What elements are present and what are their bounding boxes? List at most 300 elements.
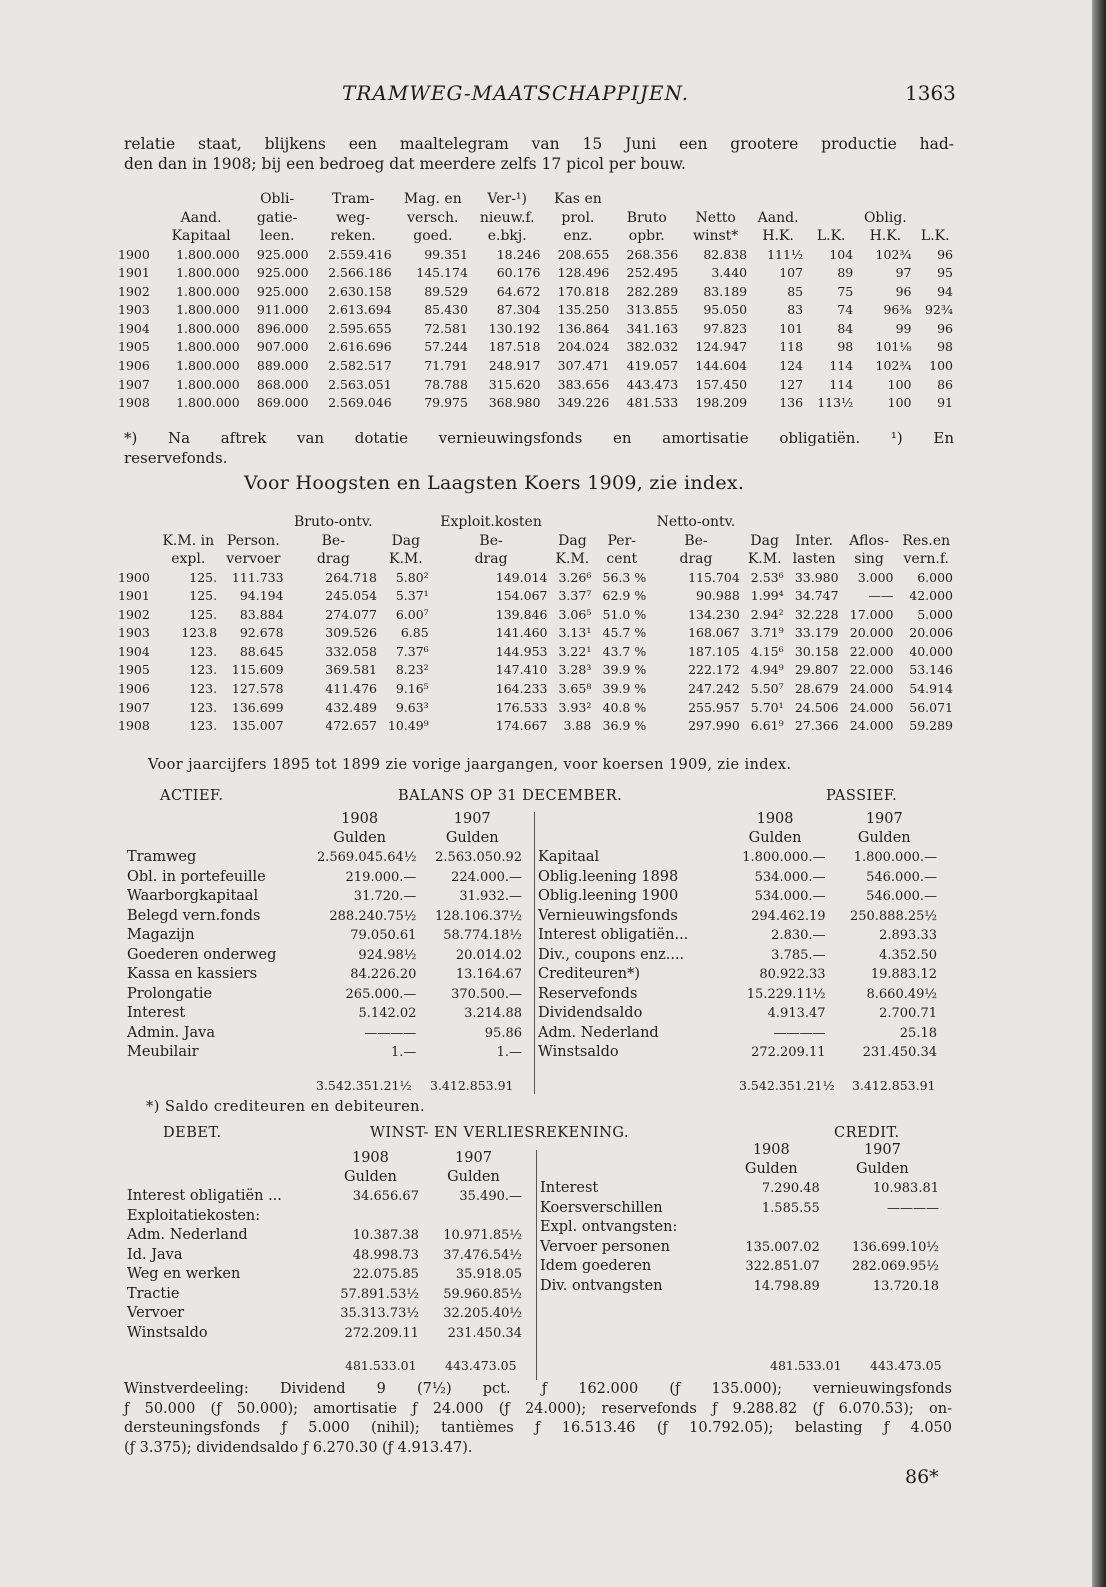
actief-table [127, 810, 525, 1063]
data-cell: 124 [779, 358, 804, 374]
data-cell: 94 [937, 283, 953, 299]
header-cell [915, 190, 957, 209]
data-cell: 90.988 [696, 588, 740, 604]
header-cell: Oblig. [863, 209, 907, 226]
year-cell: 1902 [118, 606, 150, 622]
data-cell: 111½ [767, 246, 804, 262]
data-cell: 54.914 [909, 681, 953, 697]
account-label: Obl. in portefeuille [127, 868, 266, 885]
header-cell: K.M. [747, 551, 782, 567]
data-cell: 96 [937, 320, 953, 336]
amount-1908: 1.800.000.— [742, 850, 826, 865]
account-label: Tractie [127, 1285, 180, 1302]
amount-1907: 2.893.33 [879, 928, 937, 943]
data-cell: 3.71⁹ [750, 625, 784, 641]
header-cell: lasten [792, 551, 836, 567]
data-cell: 419.057 [626, 358, 679, 374]
data-cell: 32.228 [794, 606, 839, 622]
amount-1907: 58.774.18½ [443, 928, 522, 943]
account-label: Exploitatiekosten: [127, 1207, 261, 1224]
account-row [127, 1226, 525, 1246]
account-row [540, 1277, 942, 1297]
account-row [127, 1024, 525, 1044]
header-cell: Netto-ontv. [656, 514, 736, 530]
data-cell: 115.704 [688, 569, 740, 585]
data-cell: 57.244 [424, 339, 468, 355]
header-cell: Tram- [331, 191, 375, 207]
account-row [538, 926, 940, 946]
amount-1908: ———— [773, 1025, 826, 1041]
data-cell: 3.93² [558, 699, 592, 715]
data-cell: 7.37⁶ [395, 643, 429, 659]
data-cell: 170.818 [557, 283, 610, 299]
data-cell: 39.9 % [602, 662, 647, 678]
header-cell [681, 190, 750, 209]
data-cell: 30.158 [794, 643, 839, 659]
data-cell: 307.471 [557, 358, 610, 374]
data-cell: 24.506 [794, 699, 839, 715]
account-row [127, 1265, 525, 1285]
table-row [118, 587, 956, 606]
amount-1908: 5.142.02 [358, 1006, 417, 1021]
data-cell: 79.975 [424, 395, 468, 411]
table1-footnote [124, 428, 954, 468]
table-header-row [118, 209, 956, 228]
header-cell [156, 513, 220, 532]
data-cell: 135.250 [557, 302, 610, 318]
footnote-line: reservefonds. [124, 449, 228, 467]
data-cell: 34.747 [794, 588, 839, 604]
header-cell: Per- [607, 532, 637, 549]
amount-1908: 2.830.— [771, 928, 826, 943]
amount-1907: 10.971.85½ [443, 1228, 522, 1243]
data-cell: 208.655 [557, 246, 610, 262]
data-cell: 45.7 % [602, 625, 647, 641]
intro-line: den dan in 1908; bij een bedroeg dat meerdere zelfs 17 picol per bouw. [124, 155, 686, 173]
data-cell: 222.172 [688, 662, 740, 678]
data-cell: 115.609 [231, 662, 284, 678]
amount-1908: 1.— [391, 1045, 417, 1060]
amount-1908 [319, 1207, 422, 1227]
data-cell: 1.800.000 [176, 302, 240, 318]
table2-note: Voor jaarcijfers 1895 tot 1899 zie vorige jaargangen, voor koersen 1909, zie index. [148, 757, 792, 773]
header-cell: Mag. en [403, 191, 462, 207]
data-cell: 118 [779, 339, 804, 355]
data-cell: 1.800.000 [176, 320, 240, 336]
data-cell: 6.85 [400, 625, 429, 641]
amount-1907: 31.932.— [459, 889, 522, 904]
data-cell: 911.000 [256, 302, 309, 318]
data-cell: 102¾ [875, 246, 912, 262]
amount-1908: 80.922.33 [759, 967, 826, 982]
year-cell: 1903 [118, 625, 150, 641]
header-cell: Aand. [180, 209, 222, 226]
data-cell: 252.495 [626, 265, 679, 281]
account-label: Tramweg [127, 849, 197, 865]
actief-label: ACTIEF. [160, 788, 224, 804]
data-cell: 9.16⁵ [395, 681, 429, 697]
account-label: Adm. Nederland [127, 1227, 248, 1243]
amount-1908: 135.007.02 [745, 1239, 820, 1255]
data-cell: 925.000 [256, 246, 309, 262]
account-label: Oblig.leening 1898 [538, 868, 679, 885]
data-cell: 125. [189, 588, 218, 604]
data-cell: 127.578 [231, 681, 284, 697]
data-cell: 94.194 [239, 588, 284, 604]
table-row [118, 624, 956, 643]
data-cell: 187.518 [488, 339, 541, 355]
amount-1908: 322.851.07 [745, 1259, 820, 1274]
data-cell: 1.800.000 [176, 265, 240, 281]
header-cell: sing [854, 551, 884, 567]
account-year-row [127, 1149, 525, 1168]
header-cell [380, 513, 432, 532]
table-header-row [118, 513, 956, 532]
table-row [118, 301, 956, 320]
data-cell: 3.88 [563, 718, 592, 734]
header-cell [118, 190, 160, 209]
data-cell: 268.356 [626, 246, 679, 262]
account-unit-row [127, 829, 525, 848]
intro-paragraph [124, 134, 954, 174]
account-label: Interest obligatiën ... [127, 1188, 282, 1204]
spacer-cell [540, 1141, 720, 1160]
data-cell: 17.000 [849, 606, 894, 622]
data-cell: 382.032 [626, 339, 679, 355]
unit-header: Gulden [857, 830, 911, 846]
header-cell: K.M. in [162, 532, 215, 549]
account-unit-row [538, 829, 940, 848]
header-cell [806, 209, 856, 228]
data-cell: 100 [929, 358, 953, 374]
header-cell: reken. [330, 228, 376, 244]
header-cell [118, 227, 160, 246]
data-cell: 53.146 [909, 662, 953, 678]
table-row [118, 661, 956, 680]
header-cell [118, 209, 160, 228]
data-cell: 56.3 % [602, 569, 647, 585]
amount-1908: 265.000.— [345, 986, 417, 1002]
data-cell: 4.15⁶ [750, 643, 784, 659]
amount-1907: 546.000.— [866, 889, 937, 904]
header-cell [750, 190, 806, 209]
header-cell [118, 513, 156, 532]
data-cell: 83.884 [239, 606, 284, 622]
amount-1908: 14.798.89 [753, 1278, 820, 1294]
year-cell: 1907 [118, 699, 150, 715]
data-cell: 123. [189, 718, 218, 734]
data-cell: 383.656 [557, 376, 610, 392]
data-cell: 60.176 [496, 265, 541, 281]
year-header: 1908 [351, 1150, 389, 1166]
amount-1907: 2.563.050.92 [435, 850, 522, 865]
data-cell: 39.9 % [602, 681, 647, 697]
amount-1907: 282.069.95½ [851, 1259, 939, 1274]
balans-footnote: *) Saldo crediteuren en debiteuren. [146, 1099, 426, 1115]
running-title: TRAMWEG-MAATSCHAPPIJEN. [342, 81, 690, 105]
amount-1908: 48.998.73 [352, 1247, 419, 1263]
data-cell: 71.791 [424, 358, 468, 374]
credit-total-1908: 481.533.01 [770, 1358, 842, 1373]
header-cell: K.M. [555, 551, 590, 567]
data-cell: 896.000 [256, 320, 309, 336]
amount-1907: 224.000.— [451, 869, 522, 885]
winstverdeeling-paragraph [124, 1380, 952, 1458]
data-cell: 2.559.416 [328, 246, 392, 262]
data-cell: 24.000 [849, 699, 894, 715]
account-row [127, 926, 525, 946]
data-cell: 164.233 [495, 681, 548, 697]
data-cell: 125. [189, 569, 218, 585]
data-cell: 96⅜ [883, 302, 912, 318]
account-label: Interest obligatiën... [538, 927, 689, 943]
financial-history-table [118, 190, 956, 413]
account-unit-row [540, 1160, 942, 1179]
data-cell: 22.000 [849, 643, 894, 659]
year-header: 1908 [341, 811, 379, 827]
header-cell: expl. [171, 551, 206, 567]
table-header-row [118, 227, 956, 246]
year-cell: 1901 [118, 588, 150, 604]
spacer-cell [127, 1168, 319, 1187]
header-cell: e.bkj. [487, 228, 527, 244]
data-cell: 97.823 [703, 320, 748, 336]
header-cell: leen. [259, 228, 295, 244]
account-row [538, 848, 940, 868]
amount-1908: 4.913.47 [767, 1006, 826, 1021]
account-label: Crediteuren*) [538, 966, 641, 982]
amount-1908: 7.290.48 [761, 1181, 820, 1196]
account-label: Div., coupons enz.... [538, 946, 685, 963]
spacer-cell [540, 1160, 720, 1179]
header-cell: Exploit.kosten [440, 514, 542, 530]
account-label: Waarborgkapitaal [127, 888, 259, 904]
data-cell: 3.37⁷ [558, 588, 592, 604]
header-cell: Dag [558, 532, 587, 549]
data-cell: 3.26⁶ [558, 569, 592, 585]
table-row [118, 699, 956, 718]
data-cell: 99.351 [424, 246, 468, 262]
amount-1908: 288.240.75½ [329, 908, 417, 924]
amount-1908: 10.387.38 [352, 1228, 419, 1243]
spacer-cell [127, 810, 300, 829]
data-cell: 3.000 [857, 569, 894, 585]
data-cell: 95 [937, 265, 953, 281]
data-cell: 98 [837, 339, 854, 355]
header-cell: Obli- [260, 191, 295, 207]
balans-title: BALANS OP 31 DECEMBER. [398, 788, 623, 804]
header-cell: Bruto [626, 209, 667, 226]
data-cell: 145.174 [416, 265, 468, 281]
amount-1907: 10.983.81 [872, 1181, 939, 1196]
data-cell: 123. [189, 643, 218, 659]
data-cell: 135.007 [231, 718, 284, 734]
account-label: Belegd vern.fonds [127, 907, 261, 924]
header-cell: Kapitaal [171, 228, 231, 244]
data-cell: 141.460 [495, 625, 548, 641]
account-row [538, 1024, 940, 1044]
data-cell: 33.179 [794, 625, 839, 641]
data-cell: 368.980 [488, 395, 541, 411]
account-label: Koersverschillen [540, 1199, 663, 1216]
data-cell: 1.800.000 [176, 395, 240, 411]
header-cell: L.K. [816, 228, 846, 244]
data-cell: 136.864 [557, 320, 610, 336]
year-cell: 1905 [118, 339, 150, 355]
data-cell: 332.058 [325, 643, 377, 659]
passief-total-1907: 3.412.853.91 [852, 1078, 936, 1093]
header-cell: Aflos- [849, 532, 889, 549]
data-cell: 144.604 [695, 358, 748, 374]
header-cell: vern.f. [903, 551, 949, 567]
header-cell [550, 513, 594, 532]
amount-1907: 8.660.49½ [866, 986, 937, 1002]
amount-1907: 1.— [496, 1045, 522, 1060]
data-cell: 2.563.051 [328, 376, 392, 392]
account-label: Admin. Java [127, 1024, 215, 1041]
data-cell: 27.366 [794, 718, 839, 734]
amount-1907: 20.014.02 [455, 947, 522, 963]
winstverdeeling-line: dersteuningsfonds ƒ 5.000 (nihil); tantièmes ƒ 16.513.46 (ƒ 10.792.05); belasting ƒ 4.050 [124, 1420, 952, 1436]
data-cell: 29.807 [794, 662, 839, 678]
amount-1907: 13.720.18 [872, 1278, 939, 1294]
data-cell: 174.667 [495, 718, 548, 734]
amount-1908: 79.050.61 [350, 928, 417, 943]
data-cell: 114 [829, 358, 854, 374]
amount-1908: 84.226.20 [350, 967, 417, 982]
data-cell: 3.440 [711, 265, 748, 281]
page-number: 1363 [905, 81, 956, 105]
amount-1907: 2.700.71 [879, 1006, 937, 1021]
data-cell: 889.000 [256, 358, 309, 374]
account-label: Adm. Nederland [538, 1024, 659, 1041]
credit-table [540, 1141, 942, 1296]
year-cell: 1906 [118, 681, 150, 697]
table-header-row [118, 550, 956, 569]
account-label: Dividendsaldo [538, 1005, 643, 1021]
header-cell: Ver-¹) [487, 191, 527, 207]
account-row [127, 985, 525, 1005]
account-row [127, 887, 525, 907]
data-cell: 20.000 [849, 625, 894, 641]
amount-1908: 2.569.045.64½ [316, 850, 417, 865]
data-cell: 198.209 [695, 395, 748, 411]
header-cell: Dag [391, 532, 421, 549]
data-cell: 95.050 [703, 302, 748, 318]
year-cell: 1900 [118, 246, 150, 262]
header-cell: gatie- [256, 209, 298, 226]
data-cell: 51.0 % [602, 606, 647, 622]
account-label: Vernieuwingsfonds [538, 907, 678, 924]
winstverdeeling-line: ƒ 50.000 (ƒ 50.000); amortisatie ƒ 24.000 (ƒ 24.000); reservefonds ƒ 9.288.82 (ƒ 6.070.53); on- [124, 1400, 952, 1417]
data-cell: 247.242 [688, 681, 740, 697]
header-cell: Res.en [902, 532, 951, 549]
amount-1907 [422, 1207, 525, 1227]
data-cell: 248.917 [488, 358, 541, 374]
account-row [538, 946, 940, 966]
year-header: 1908 [752, 1142, 790, 1158]
amount-1908: 31.720.— [353, 889, 417, 904]
data-cell: 24.000 [849, 681, 894, 697]
header-cell: Kas en [554, 191, 602, 207]
account-row [538, 965, 940, 985]
data-cell: 907.000 [256, 339, 309, 355]
winst-divider [536, 1150, 537, 1380]
header-cell: drag [474, 551, 508, 567]
amount-1907: 250.888.25½ [849, 908, 937, 924]
table-header-row [118, 190, 956, 209]
data-cell: 40.000 [909, 643, 953, 659]
header-cell: L.K. [920, 228, 950, 244]
amount-1908: 272.209.11 [751, 1045, 826, 1060]
spacer-cell [538, 829, 722, 848]
amount-1907: 13.164.67 [455, 967, 522, 982]
data-cell: 56.071 [909, 699, 953, 715]
winstverdeeling-line: (ƒ 3.375); dividendsaldo ƒ 6.270.30 (ƒ 4.913.47). [124, 1439, 473, 1456]
spacer-cell [538, 810, 722, 829]
data-cell: 5.50⁷ [750, 681, 784, 697]
header-cell: Inter. [795, 532, 834, 549]
data-cell: 6.00⁷ [395, 606, 429, 622]
account-row [127, 946, 525, 966]
data-cell: 124.947 [695, 339, 748, 355]
year-cell: 1904 [118, 643, 150, 659]
data-cell: 147.410 [495, 662, 548, 678]
data-cell: 128.496 [557, 265, 610, 281]
header-cell: Aand. [757, 209, 799, 226]
data-cell: 123. [189, 699, 218, 715]
debet-label: DEBET. [163, 1125, 222, 1141]
amount-1908 [720, 1218, 823, 1238]
amount-1908: 294.462.19 [751, 908, 826, 924]
data-cell: 432.489 [325, 699, 377, 715]
account-label: Goederen onderweg [127, 946, 277, 963]
account-year-row [538, 810, 940, 829]
header-cell: Netto [695, 209, 736, 226]
amount-1907: 1.800.000.— [853, 850, 937, 865]
account-label: Kapitaal [538, 849, 600, 865]
account-label: Interest [127, 1005, 186, 1021]
header-cell: K.M. [388, 551, 423, 567]
account-label: Magazijn [127, 927, 195, 943]
header-cell: versch. [407, 209, 459, 226]
spacer-cell [127, 829, 300, 848]
debet-total-1908: 481.533.01 [345, 1358, 417, 1373]
year-cell: 1902 [118, 283, 150, 299]
table-row [118, 338, 956, 357]
data-cell: 20.006 [909, 625, 953, 641]
data-cell: 297.990 [688, 718, 740, 734]
data-cell: 85 [787, 283, 804, 299]
account-label: Meubilair [127, 1044, 199, 1060]
data-cell: 255.957 [688, 699, 740, 715]
data-cell: 154.067 [495, 588, 548, 604]
unit-header: Gulden [344, 1169, 397, 1185]
account-label: Id. Java [127, 1246, 183, 1263]
year-cell: 1903 [118, 302, 150, 318]
data-cell: 83.189 [703, 283, 748, 299]
table-row [118, 376, 956, 395]
passief-label: PASSIEF. [826, 788, 898, 804]
table-row [118, 283, 956, 302]
data-cell: 136.699 [231, 699, 284, 715]
data-cell: 187.105 [688, 643, 740, 659]
amount-1908: 57.891.53½ [340, 1286, 419, 1302]
account-label: Prolongatie [127, 985, 213, 1002]
year-cell: 1900 [118, 569, 150, 585]
header-cell [612, 190, 681, 209]
data-cell: 313.855 [626, 302, 679, 318]
